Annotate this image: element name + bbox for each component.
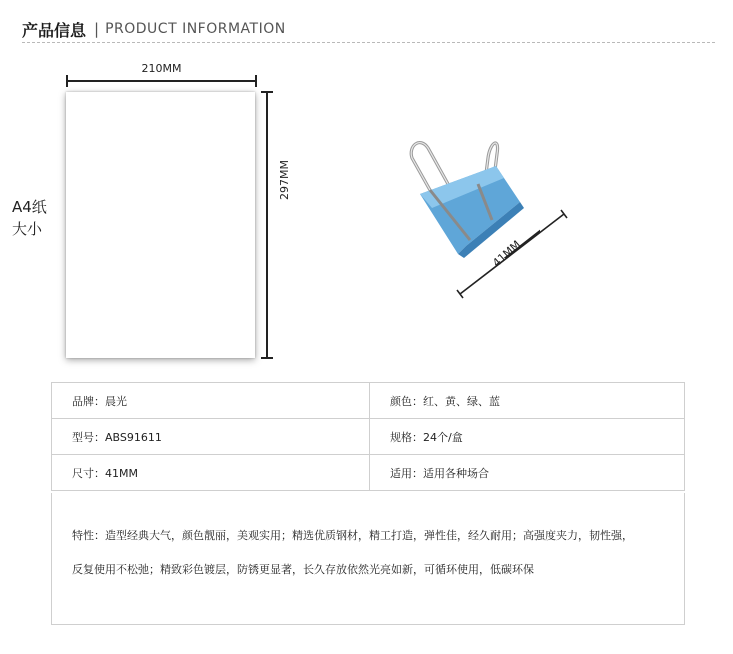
paper-caption bbox=[12, 196, 47, 240]
paper-caption-line1: A4纸 bbox=[12, 198, 47, 216]
feature-description bbox=[51, 493, 685, 625]
feature-description-line1: 特性：造型经典大气，颜色靓丽，美观实用；精选优质钢材，精工打造，弹性佳，经久耐用；高强度夹力，韧性强， bbox=[72, 529, 633, 542]
spec-table bbox=[51, 382, 685, 491]
header-divider bbox=[22, 42, 715, 43]
section-title-en: PRODUCT INFORMATION bbox=[105, 21, 286, 37]
table-row bbox=[52, 383, 685, 419]
spec-usage: 适用：适用各种场合 bbox=[370, 455, 685, 491]
spec-size: 尺寸：41MM bbox=[52, 455, 370, 491]
paper-width-label: 210MM bbox=[141, 62, 182, 75]
section-title-cn: 产品信息 bbox=[22, 20, 87, 40]
spec-model: 型号：ABS91611 bbox=[52, 419, 370, 455]
paper-caption-line2: 大小 bbox=[12, 220, 43, 238]
spec-spec: 规格：24个/盒 bbox=[370, 419, 685, 455]
paper-height-dimension-line bbox=[266, 91, 268, 359]
spec-color: 颜色：红、黄、绿、蓝 bbox=[370, 383, 685, 419]
section-header bbox=[22, 16, 286, 42]
feature-description-line2: 反复使用不松弛；精致彩色镀层，防锈更显著，长久存放依然光亮如新，可循环使用，低碳环保 bbox=[72, 563, 534, 576]
table-row bbox=[52, 419, 685, 455]
title-separator: | bbox=[94, 20, 100, 38]
a4-paper-illustration bbox=[66, 92, 255, 358]
spec-brand: 品牌：晨光 bbox=[52, 383, 370, 419]
clip-size-label: 41MM bbox=[490, 237, 524, 270]
paper-height-label: 297MM bbox=[278, 160, 291, 200]
table-row bbox=[52, 455, 685, 491]
paper-width-dimension-line bbox=[66, 80, 257, 82]
